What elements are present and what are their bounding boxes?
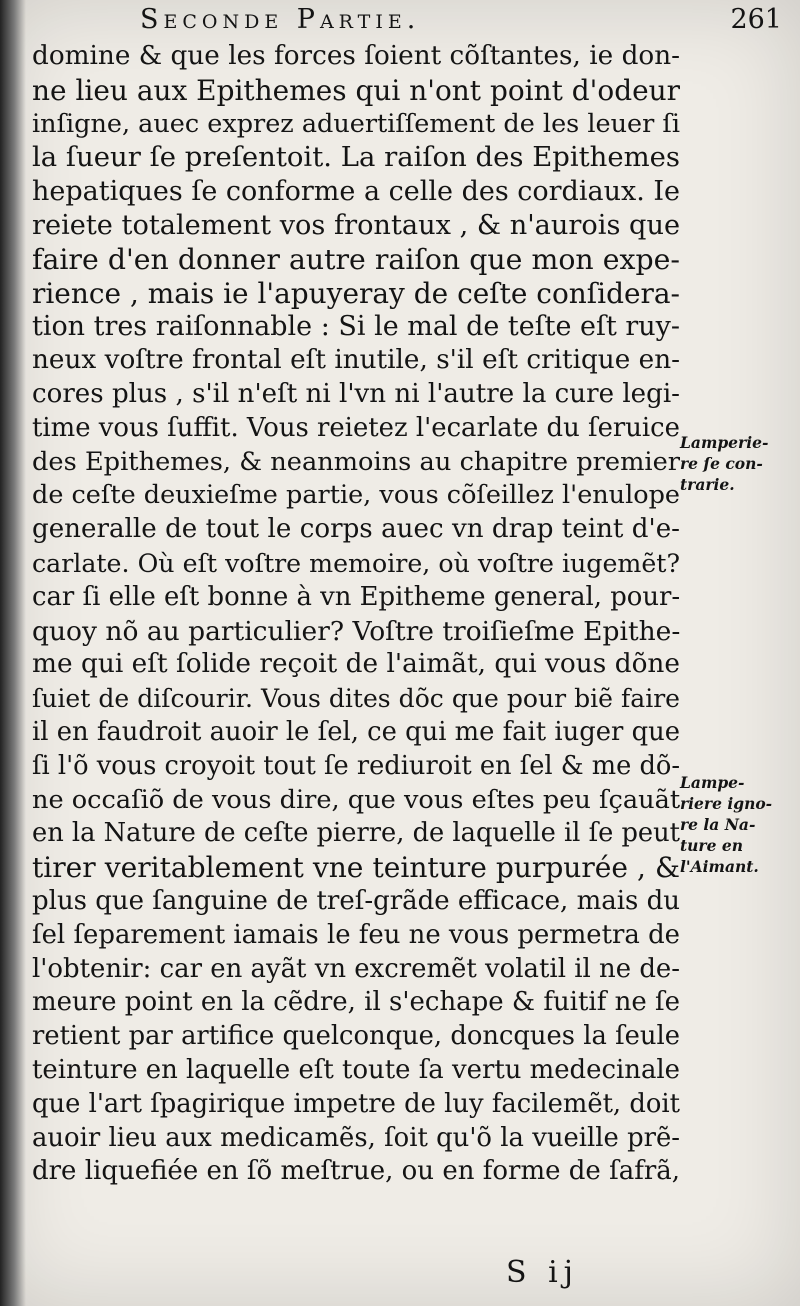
text-line: generalle de tout le corps auec vn drap teint d'e- <box>32 514 680 545</box>
text-line: domine & que les forces ſoient cõſtantes, ie don- <box>32 41 680 71</box>
text-line: ſel ſeparement iamais le feu ne vous permetra de <box>32 919 680 950</box>
margin-note-line: Lampe- <box>680 773 745 792</box>
text-line: dre liquefiée en ſõ meſtrue, ou en forme de ſafrã, <box>32 1156 680 1187</box>
text-line: hepatiques ſe conforme a celle des cordiaux. Ie <box>32 176 680 208</box>
text-line: tion tres raiſonnable : Si le mal de teſte eſt ruy- <box>32 311 680 343</box>
text-line: cores plus , s'il n'eſt ni l'vn ni l'autre la cure legi- <box>32 378 680 409</box>
text-line: time vous ſuffit. Vous reietez l'ecarlate du ſeruice <box>32 412 680 443</box>
text-line: que l'art ſpagirique impetre de luy facilemẽt, doit <box>32 1088 680 1119</box>
text-line: ne occaſiõ de vous dire, que vous eſtes peu ſçauãt <box>32 784 680 815</box>
text-line: de ceſte deuxieſme partie, vous cõſeillez l'enulope <box>32 480 680 511</box>
text-line: inſigne, auec exprez aduertiſſement de les leuer ſi <box>32 108 680 139</box>
text-line: ſuiet de diſcourir. Vous dites dõc que pour biẽ faire <box>32 684 680 714</box>
text-line: ſi l'õ vous croyoit tout ſe rediuroit en ſel & me dõ- <box>32 750 680 781</box>
running-title: Seconde Partie. <box>140 4 421 35</box>
margin-note-line: trarie. <box>680 475 735 494</box>
margin-note-lamperiere-ignore-la-nature <box>680 772 798 877</box>
margin-note-line: re la Na- <box>680 815 756 834</box>
page-binding-shadow <box>0 0 26 1306</box>
margin-note-line: l'Aimant. <box>680 857 759 876</box>
page-number: 261 <box>730 4 782 35</box>
text-line: plus que ſanguine de treſ-grãde efficace, mais du <box>32 885 680 916</box>
margin-note-line: Lamperie- <box>680 433 769 452</box>
text-line: meure point en la cẽdre, il s'echape & fuitif ne ſe <box>32 987 680 1018</box>
margin-note-line: ture en <box>680 836 743 855</box>
text-line: rience , mais ie l'apuyeray de ceſte conſidera- <box>32 276 680 310</box>
text-line: reiete totalement vos frontaux , & n'aurois que <box>32 209 680 241</box>
text-line: la ſueur ſe preſentoit. La raiſon des Epithemes <box>32 142 680 174</box>
signature-mark: S ij <box>506 1255 579 1290</box>
text-line: teinture en laquelle eſt toute ſa vertu medecinale <box>32 1054 680 1085</box>
text-line: ne lieu aux Epithemes qui n'ont point d'odeur <box>32 73 680 107</box>
margin-note-lamperiere-se-contrarie <box>680 432 798 495</box>
body-text <box>32 40 680 1189</box>
text-line: carlate. Où eſt voſtre memoire, où voſtre iugemẽt? <box>32 548 680 578</box>
margin-note-line: riere igno- <box>680 794 773 813</box>
text-line: me qui eſt ſolide reçoit de l'aimãt, qui vous dõne <box>32 649 680 680</box>
text-line: des Epithemes, & neanmoins au chapitre premier <box>32 446 680 477</box>
text-line: en la Nature de ceſte pierre, de laquelle il ſe peut <box>32 818 680 849</box>
text-line: car ſi elle eſt bonne à vn Epitheme general, pour- <box>32 581 680 612</box>
text-line: auoir lieu aux medicamẽs, ſoit qu'õ la vueille prẽ- <box>32 1122 680 1153</box>
text-line: quoy nõ au particulier? Voſtre troiſieſme Epithe- <box>32 615 680 647</box>
text-line: faire d'en donner autre raiſon que mon expe- <box>32 242 680 276</box>
text-line: neux voſtre frontal eſt inutile, s'il eſt critique en- <box>32 345 680 376</box>
margin-note-line: re ſe con- <box>680 454 763 473</box>
text-line: tirer veritablement vne teinture purpurée , & <box>32 851 680 885</box>
text-line: il en faudroit auoir le ſel, ce qui me fait iuger que <box>32 716 680 747</box>
text-line: retient par artifice quelconque, doncques la ſeule <box>32 1021 680 1052</box>
page-header <box>140 4 782 40</box>
text-line: l'obtenir: car en ayãt vn excremẽt volatil il ne de- <box>32 953 680 984</box>
